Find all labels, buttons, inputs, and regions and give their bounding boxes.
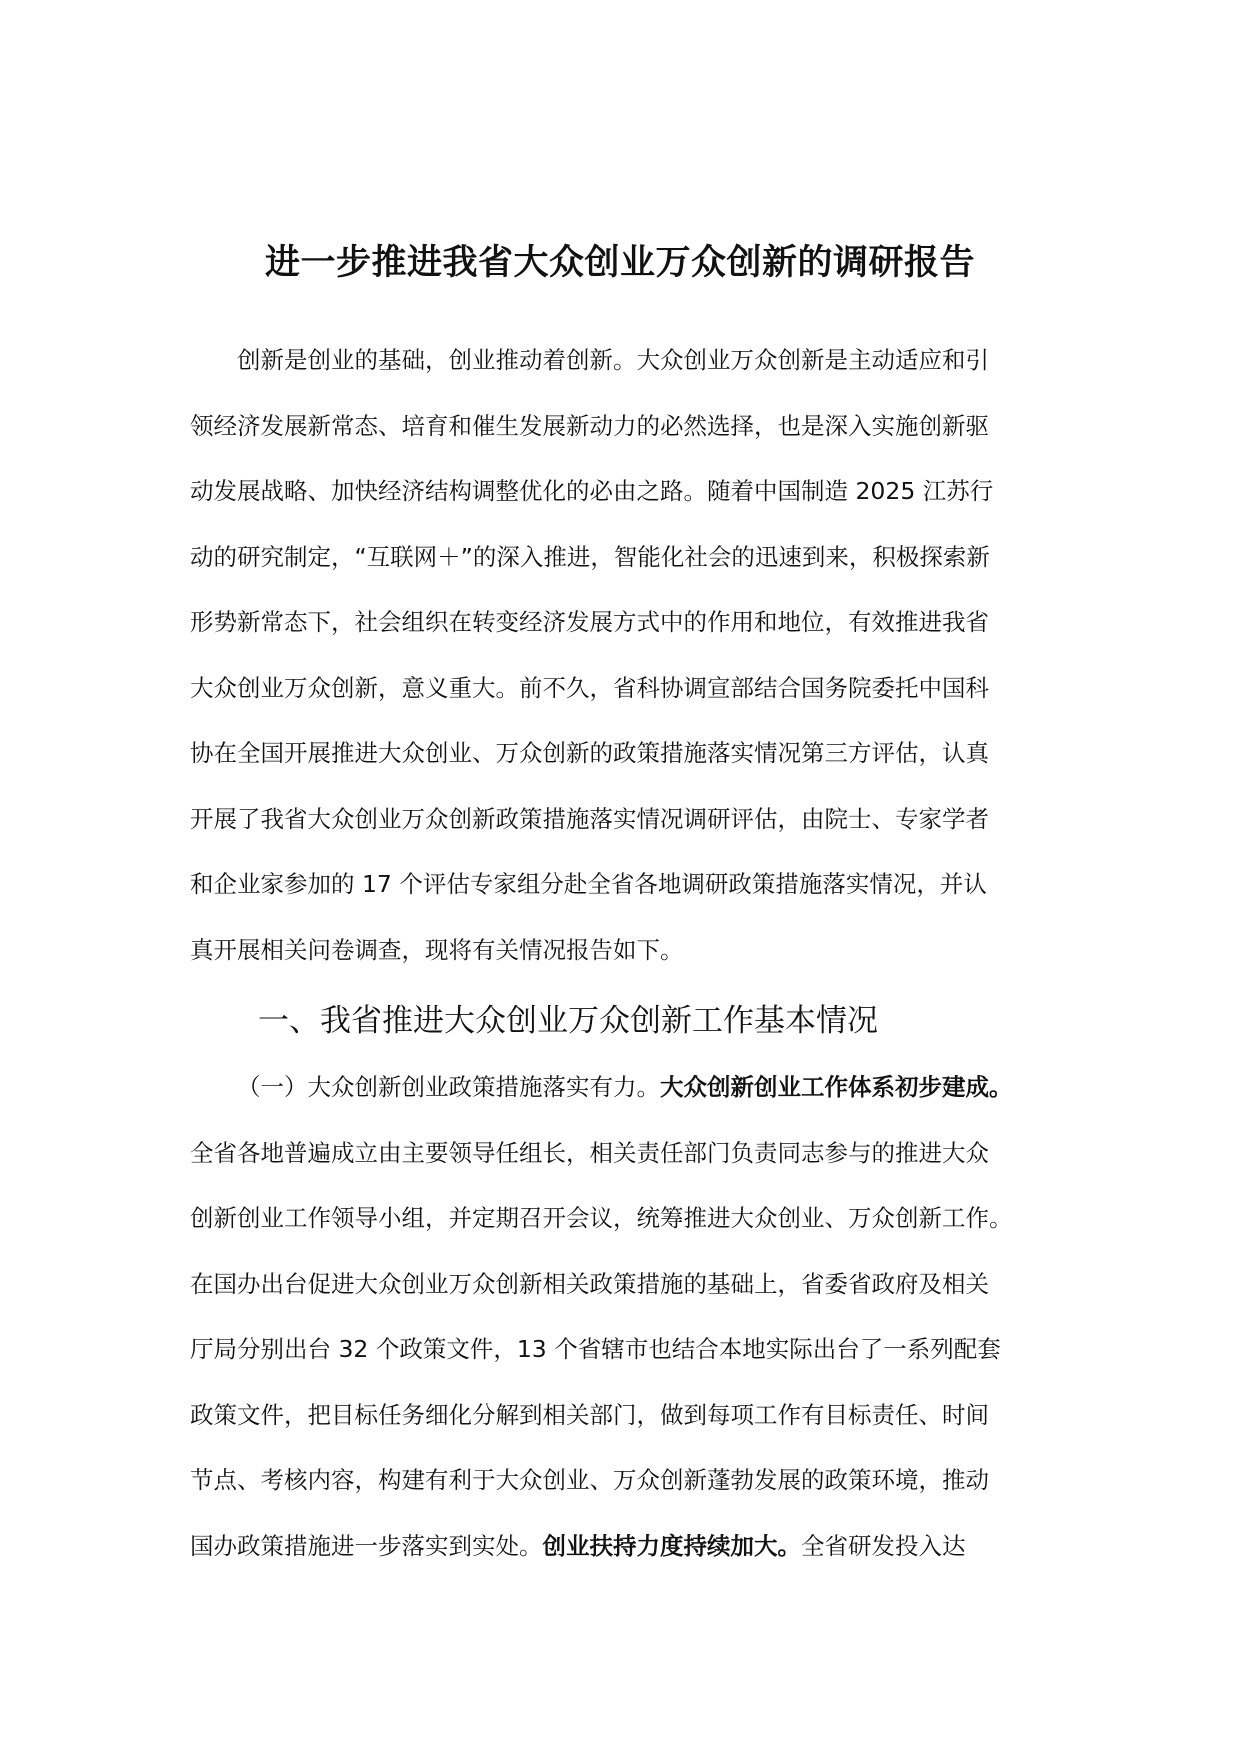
paragraph-line: 动发展战略、加快经济结构调整优化的必由之路。随着中国制造 2025 江苏行 — [190, 477, 994, 505]
paragraph-line: 在国办出台促进大众创业万众创新相关政策措施的基础上，省委省政府及相关 — [190, 1269, 989, 1298]
paragraph-line: 真开展相关问卷调查，现将有关情况报告如下。 — [190, 935, 684, 964]
paragraph-line: 创新创业工作领导小组，并定期召开会议，统筹推进大众创业、万众创新工作。 — [190, 1204, 1013, 1232]
paragraph-line: 全省各地普遍成立由主要领导任组长，相关责任部门负责同志参与的推进大众 — [190, 1138, 989, 1167]
paragraph-line: 创新是创业的基础，创业推动着创新。大众创业万众创新是主动适应和引 — [237, 346, 989, 374]
paragraph-line: 节点、考核内容，构建有利于大众创业、万众创新蓬勃发展的政策环境，推动 — [190, 1466, 989, 1494]
line-text: 全省研发投入达 — [801, 1531, 966, 1560]
paragraph-line: 大众创业万众创新，意义重大。前不久，省科协调宣部结合国务院委托中国科 — [190, 673, 989, 702]
paragraph-line — [190, 1055, 1070, 1121]
paragraph-line: 形势新常态下，社会组织在转变经济发展方式中的作用和地位，有效推进我省 — [190, 608, 989, 636]
bold-phrase: 大众创新创业工作体系初步建成。 — [660, 1073, 1013, 1101]
document-title: 进一步推进我省大众创业万众创新的调研报告 — [264, 243, 975, 283]
bold-phrase: 创业扶持力度持续加大。 — [542, 1531, 801, 1560]
section-heading: 一、我省推进大众创业万众创新工作基本情况 — [258, 1003, 878, 1039]
intro-paragraph — [190, 328, 1070, 983]
paragraph-line: 动的研究制定，“互联网＋”的深入推进，智能化社会的迅速到来，积极探索新 — [190, 542, 990, 571]
paragraph-line: 厅局分别出台 32 个政策文件，13 个省辖市也结合本地实际出台了一系列配套 — [190, 1335, 1001, 1363]
paragraph-line: 协在全国开展推进大众创业、万众创新的政策措施落实情况第三方评估，认真 — [190, 739, 989, 767]
subsection-lead: （一）大众创新创业政策措施落实有力。 — [237, 1073, 660, 1101]
paragraph-line: 开展了我省大众创业万众创新政策措施落实情况调研评估，由院士、专家学者 — [190, 804, 989, 833]
subsection-paragraph — [190, 1055, 1070, 1579]
paragraph-line: 和企业家参加的 17 个评估专家组分赴全省各地调研政策措施落实情况，并认 — [190, 870, 987, 898]
paragraph-line: 领经济发展新常态、培育和催生发展新动力的必然选择，也是深入实施创新驱 — [190, 411, 989, 440]
line-text: 国办政策措施进一步落实到实处。 — [190, 1531, 543, 1560]
paragraph-line: 政策文件，把目标任务细化分解到相关部门，做到每项工作有目标责任、时间 — [190, 1400, 989, 1429]
paragraph-line — [190, 1514, 1070, 1580]
